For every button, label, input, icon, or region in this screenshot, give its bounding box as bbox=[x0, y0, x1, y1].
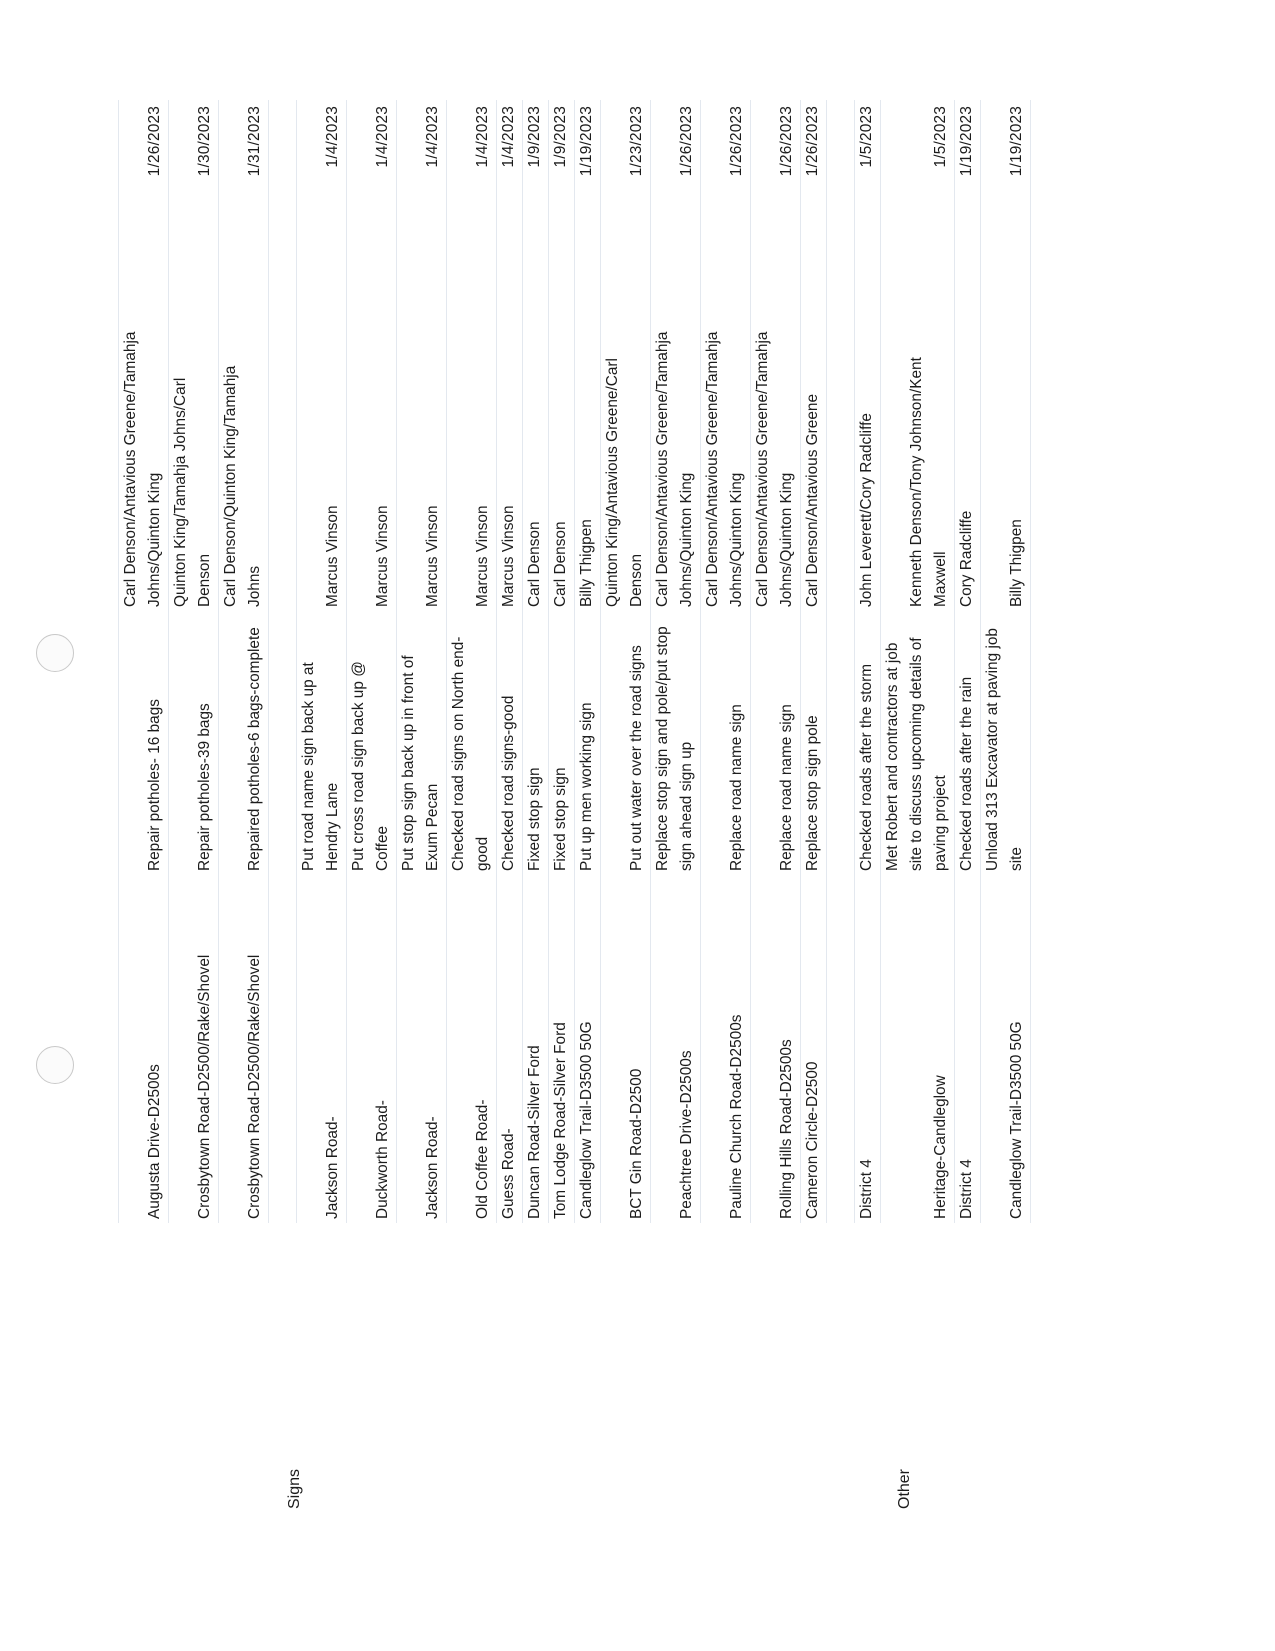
task-cell: Put stop sign back up in front of Exum Pecan bbox=[400, 655, 441, 871]
location-cell: Heritage-Candleglow bbox=[932, 1075, 949, 1219]
date-cell: 1/19/2023 bbox=[958, 106, 975, 177]
table-row bbox=[523, 100, 549, 1223]
table-row bbox=[855, 100, 881, 1223]
table-row bbox=[297, 100, 347, 1223]
location-cell: Jackson Road- bbox=[424, 1116, 441, 1219]
date-cell: 1/30/2023 bbox=[196, 106, 213, 177]
table-row bbox=[447, 100, 497, 1223]
crew-cell: Carl Denson bbox=[526, 521, 543, 607]
task-cell: Unload 313 Excavator at paving job site bbox=[984, 628, 1025, 871]
crew-cell: Cory Radcliffe bbox=[958, 510, 975, 607]
location-cell: Duncan Road-Silver Ford bbox=[526, 1045, 543, 1219]
date-cell: 1/26/2023 bbox=[728, 106, 745, 177]
task-cell: Checked road signs on North end-good bbox=[450, 636, 491, 871]
location-cell: Peachtree Drive-D2500s bbox=[678, 1050, 695, 1219]
section-separator bbox=[269, 100, 297, 1223]
crew-cell: Billy Thigpen bbox=[1008, 519, 1025, 607]
section-label-signs: Signs bbox=[286, 1468, 303, 1509]
crew-cell: Billy Thigpen bbox=[578, 519, 595, 607]
crew-cell: John Leverett/Cory Radcliffe bbox=[858, 413, 875, 607]
crew-cell: Carl Denson/Antavious Greene/Tamahja Johns/Quinton King bbox=[122, 331, 163, 607]
table-row bbox=[701, 100, 751, 1223]
crew-cell: Carl Denson/Antavious Greene/Tamahja Johns/Quinton King bbox=[754, 331, 795, 607]
date-cell: 1/4/2023 bbox=[424, 106, 441, 168]
date-cell: 1/4/2023 bbox=[474, 106, 491, 168]
crew-cell: Carl Denson/Antavious Greene/Tamahja Johns/Quinton King bbox=[654, 331, 695, 607]
location-cell: District 4 bbox=[858, 1159, 875, 1219]
location-cell: Pauline Church Road-D2500s bbox=[728, 1014, 745, 1219]
crew-cell: Kenneth Denson/Tony Johnson/Kent Maxwell bbox=[908, 357, 949, 607]
table-row bbox=[549, 100, 575, 1223]
crew-cell: Carl Denson bbox=[552, 521, 569, 607]
table-row bbox=[575, 100, 601, 1223]
crew-cell: Marcus Vinson bbox=[500, 505, 517, 607]
task-cell: Checked road signs-good bbox=[500, 695, 517, 871]
table-row bbox=[751, 100, 801, 1223]
table-row bbox=[651, 100, 701, 1223]
table-row bbox=[397, 100, 447, 1223]
table-row bbox=[119, 100, 169, 1223]
task-cell: Put out water over the road signs bbox=[628, 645, 645, 871]
task-cell: Checked roads after the rain bbox=[958, 676, 975, 871]
table-row bbox=[601, 100, 651, 1223]
date-cell: 1/19/2023 bbox=[1008, 106, 1025, 177]
date-cell: 1/9/2023 bbox=[552, 106, 569, 168]
crew-cell: Carl Denson/Antavious Greene/Tamahja Johns/Quinton King bbox=[704, 331, 745, 607]
date-cell: 1/26/2023 bbox=[778, 106, 795, 177]
location-cell: BCT Gin Road-D2500 bbox=[628, 1068, 645, 1219]
location-cell: District 4 bbox=[958, 1159, 975, 1219]
task-cell: Fixed stop sign bbox=[526, 767, 543, 871]
task-cell: Repaired potholes-6 bags-complete bbox=[246, 627, 263, 871]
location-cell: Jackson Road- bbox=[324, 1116, 341, 1219]
date-cell: 1/26/2023 bbox=[804, 106, 821, 177]
location-cell: Crosbytown Road-D2500/Rake/Shovel bbox=[246, 954, 263, 1219]
task-cell: Put road name sign back up at Hendry Lane bbox=[300, 662, 341, 871]
task-cell: Repair potholes-39 bags bbox=[196, 703, 213, 871]
crew-cell: Marcus Vinson bbox=[374, 505, 391, 607]
location-cell: Rolling Hills Road-D2500s bbox=[778, 1039, 795, 1219]
date-cell: 1/5/2023 bbox=[932, 106, 949, 168]
date-cell: 1/23/2023 bbox=[628, 106, 645, 177]
task-cell: Met Robert and contractors at job site to discuss upcoming details of paving project bbox=[884, 637, 949, 871]
task-cell: Repair potholes- 16 bags bbox=[146, 699, 163, 871]
task-cell: Checked roads after the storm bbox=[858, 663, 875, 871]
location-cell: Old Coffee Road- bbox=[474, 1099, 491, 1219]
task-cell: Replace stop sign pole bbox=[804, 715, 821, 871]
crew-cell: Marcus Vinson bbox=[324, 505, 341, 607]
location-cell: Guess Road- bbox=[500, 1128, 517, 1219]
date-cell: 1/31/2023 bbox=[246, 106, 263, 177]
table-row bbox=[981, 100, 1031, 1223]
table-row bbox=[955, 100, 981, 1223]
location-cell: Duckworth Road- bbox=[374, 1100, 391, 1219]
crew-cell: Carl Denson/Antavious Greene bbox=[804, 393, 821, 607]
task-cell: Replace road name sign bbox=[728, 704, 745, 871]
table-row bbox=[169, 100, 219, 1223]
crew-cell: Carl Denson/Quinton King/Tamahja Johns bbox=[222, 365, 263, 607]
table-row bbox=[881, 100, 955, 1223]
date-cell: 1/9/2023 bbox=[526, 106, 543, 168]
task-cell: Fixed stop sign bbox=[552, 767, 569, 871]
crew-cell: Quinton King/Tamahja Johns/Carl Denson bbox=[172, 377, 213, 607]
date-cell: 1/5/2023 bbox=[858, 106, 875, 168]
section-separator bbox=[827, 100, 855, 1223]
date-cell: 1/4/2023 bbox=[324, 106, 341, 168]
location-cell: Crosbytown Road-D2500/Rake/Shovel bbox=[196, 954, 213, 1219]
table-row bbox=[347, 100, 397, 1223]
location-cell: Candleglow Trail-D3500 50G bbox=[1008, 1021, 1025, 1219]
location-cell: Candleglow Trail-D3500 50G bbox=[578, 1021, 595, 1219]
task-cell: Replace stop sign and pole/put stop sign ahead sign up bbox=[654, 626, 695, 871]
table-row bbox=[219, 100, 269, 1223]
table-row bbox=[801, 100, 827, 1223]
table-row bbox=[497, 100, 523, 1223]
task-cell: Put cross road sign back up @ Coffee bbox=[350, 661, 391, 871]
location-cell: Cameron Circle-D2500 bbox=[804, 1061, 821, 1219]
work-log-table bbox=[118, 100, 1031, 1223]
crew-cell: Quinton King/Antavious Greene/Carl Denson bbox=[604, 358, 645, 607]
date-cell: 1/26/2023 bbox=[146, 106, 163, 177]
location-cell: Tom Lodge Road-Silver Ford bbox=[552, 1022, 569, 1219]
crew-cell: Marcus Vinson bbox=[424, 505, 441, 607]
crew-cell: Marcus Vinson bbox=[474, 505, 491, 607]
date-cell: 1/4/2023 bbox=[500, 106, 517, 168]
task-cell: Replace road name sign bbox=[778, 704, 795, 871]
date-cell: 1/26/2023 bbox=[678, 106, 695, 177]
task-cell: Put up men working sign bbox=[578, 702, 595, 871]
date-cell: 1/4/2023 bbox=[374, 106, 391, 168]
date-cell: 1/19/2023 bbox=[578, 106, 595, 177]
section-label-other: Other bbox=[896, 1468, 913, 1509]
location-cell: Augusta Drive-D2500s bbox=[146, 1064, 163, 1219]
